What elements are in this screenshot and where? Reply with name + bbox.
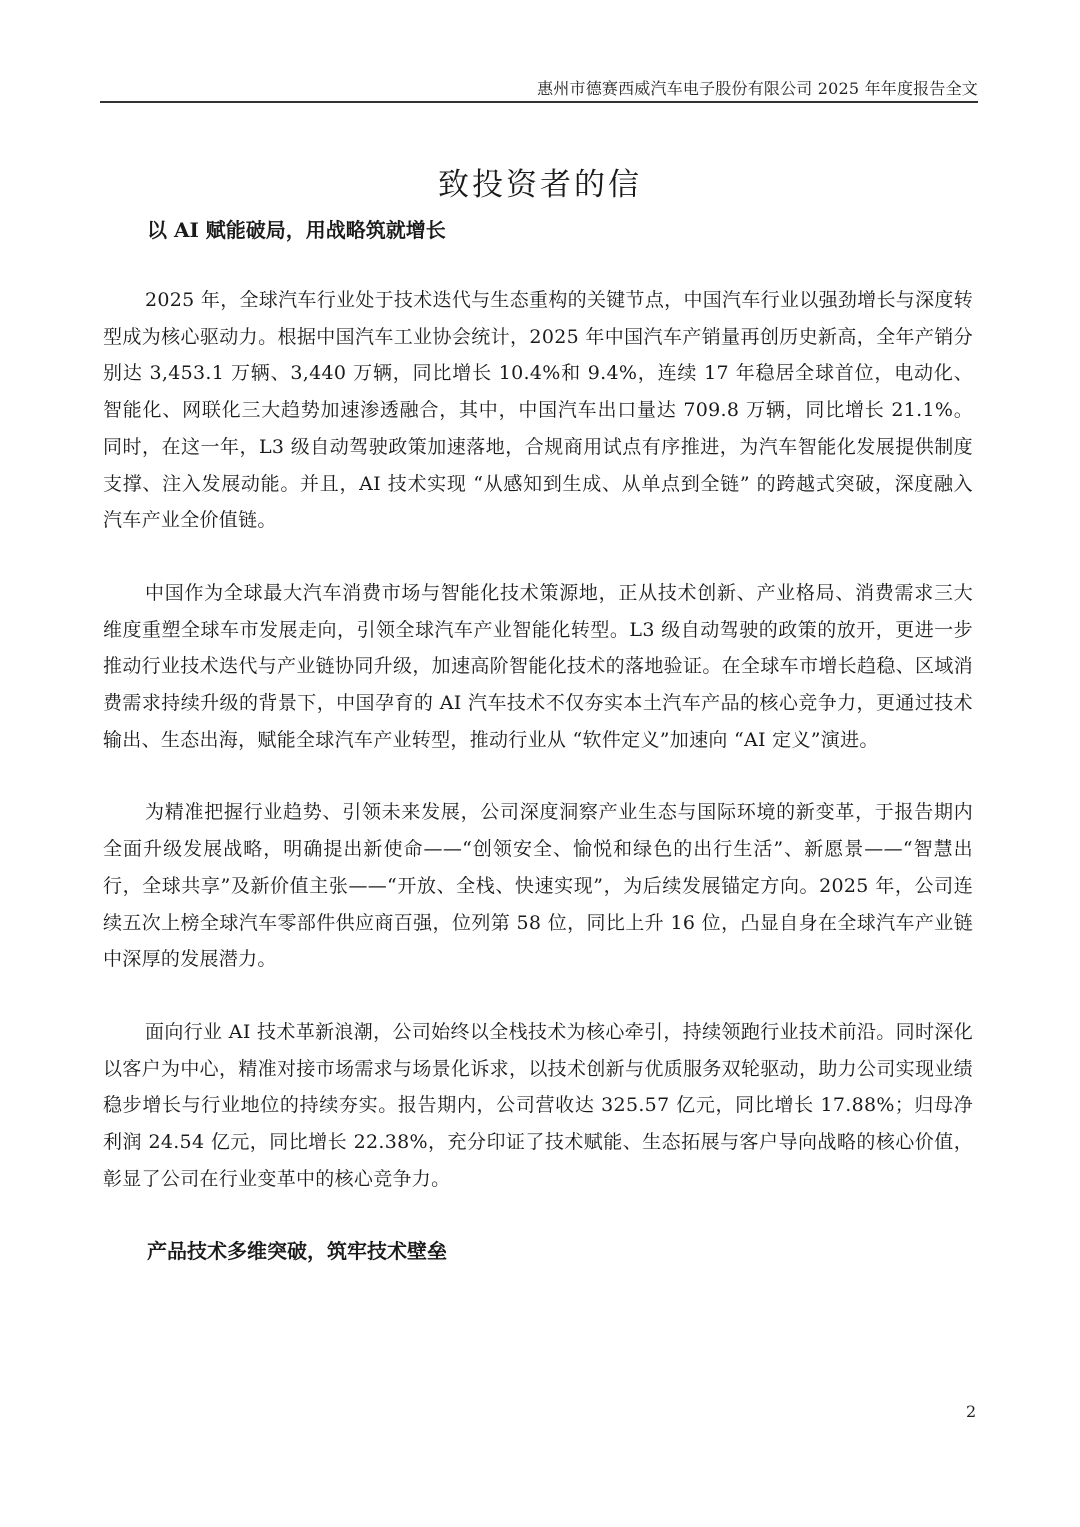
paragraph-performance: 面向行业 AI 技术革新浪潮，公司始终以全栈技术为核心牵引，持续领跑行业技术前沿。同时深化以客户为中心，精准对接市场需求与场景化诉求，以技术创新与优质服务双轮驱动，助力公司实现业绩稳步增长与行业地位的持续夯实。报告期内，公司营收达 325.57 亿元，同比增长 17.88%；归母净利润 24.54 亿元，同比增长 22.38%，充分印证了技术赋能、生态拓展与客户导向战略的核心价值，彰显了公司在行业变革中的核心竞争力。 [103,1020,973,1190]
letter-body [103,212,973,1269]
paragraph-industry-overview: 2025 年，全球汽车行业处于技术迭代与生态重构的关键节点，中国汽车行业以强劲增长与深度转型成为核心驱动力。根据中国汽车工业协会统计，2025 年中国汽车产销量再创历史新高，全年产销分别达 3,453.1 万辆、3,440 万辆，同比增长 10.4%和 9.4%，连续 17 年稳居全球首位，电动化、智能化、网联化三大趋势加速渗透融合，其中，中国汽车出口量达 709.8 万辆，同比增长 21.1%。同时，在这一年，L3 级自动驾驶政策加速落地，合规商用试点有序推进，为汽车智能化发展提供制度支撑、注入发展动能。并且，AI 技术实现 “从感知到生成、从单点到全链” 的跨越式突破，深度融入汽车产业全价值链。 [103,289,973,532]
page-number: 2 [966,1402,977,1421]
report-header-title: 惠州市德赛西威汽车电子股份有限公司 2025 年年度报告全文 [537,79,978,98]
paragraph-strategy-upgrade: 为精准把握行业趋势、引领未来发展，公司深度洞察产业生态与国际环境的新变革，于报告期内全面升级发展战略，明确提出新使命——“创领安全、愉悦和绿色的出行生活”、新愿景——“智慧出行，全球共享”及新价值主张——“开放、全栈、快速实现”，为后续发展锚定方向。2025 年，公司连续五次上榜全球汽车零部件供应商百强，位列第 58 位，同比上升 16 位，凸显自身在全球汽车产业链中深厚的发展潜力。 [103,801,973,971]
paragraph-china-market: 中国作为全球最大汽车消费市场与智能化技术策源地，正从技术创新、产业格局、消费需求三大维度重塑全球车市发展走向，引领全球汽车产业智能化转型。L3 级自动驾驶的政策的放开，更进一步推动行业技术迭代与产业链协同升级，加速高阶智能化技术的落地验证。在全球车市增长趋稳、区域消费需求持续升级的背景下，中国孕育的 AI 汽车技术不仅夯实本土汽车产品的核心竞争力，更通过技术输出、生态出海，赋能全球汽车产业转型，推动行业从 “软件定义”加速向 “AI 定义”演进。 [103,581,973,751]
letter-title: 致投资者的信 [438,166,642,203]
header-divider [100,101,978,103]
section-heading-ai-strategy: 以 AI 赋能破局，用战略筑就增长 [147,218,446,242]
section-heading-product-tech: 产品技术多维突破，筑牢技术壁垒 [147,1239,447,1264]
